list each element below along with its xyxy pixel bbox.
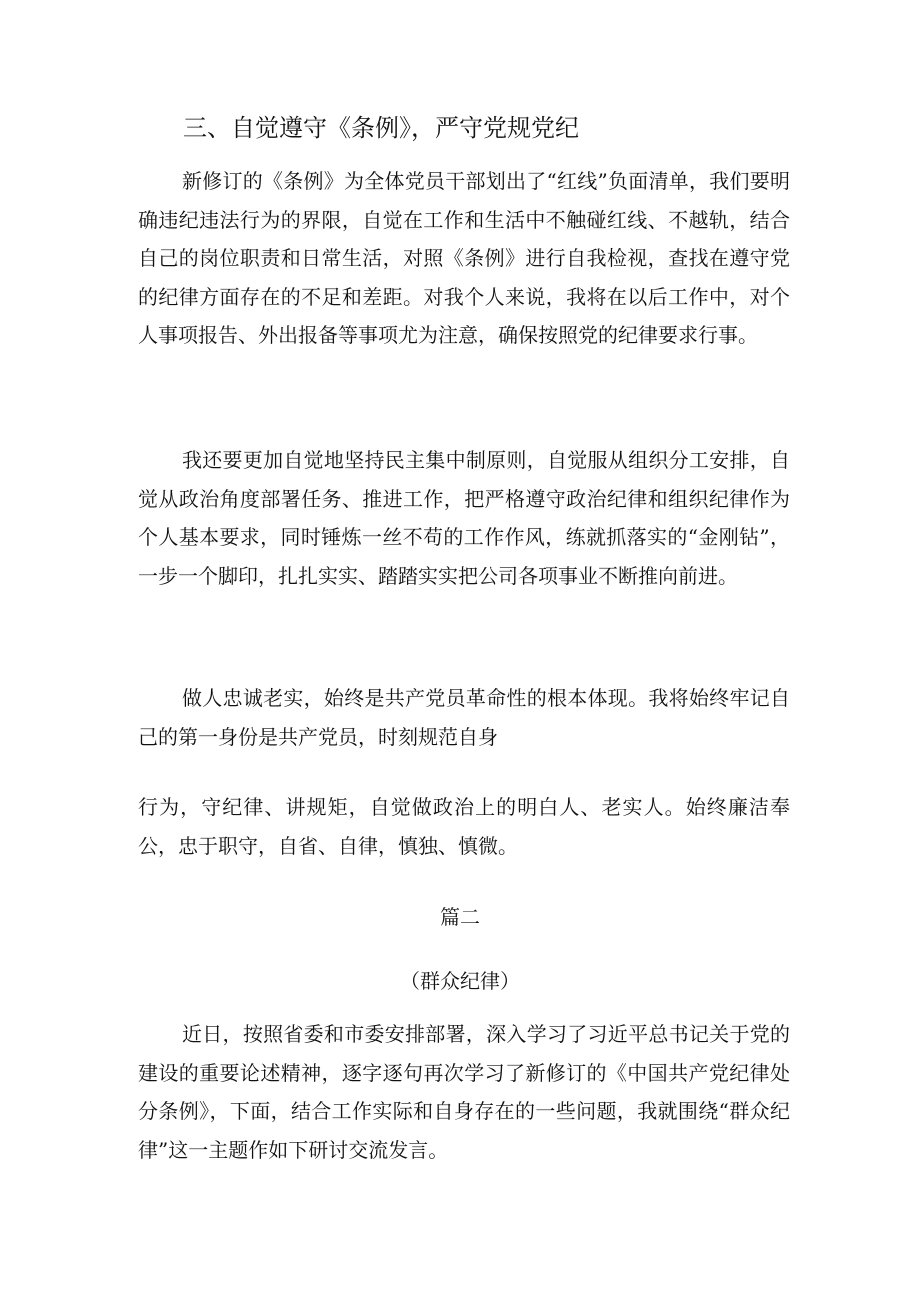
paragraph-2: 我还要更加自觉地坚持民主集中制原则，自觉服从组织分工安排，自觉从政治角度部署任务、推进工作，把严格遵守政治纪律和组织纪律作为个人基本要求，同时锤炼一丝不苟的工作作风，练就抓落实的“金刚钻”，一步一个脚印，扎扎实实、踏踏实实把公司各项事业不断推向前进。	[138, 448, 790, 588]
intro-paragraph: 近日，按照省委和市委安排部署，深入学习了习近平总书记关于党的建设的重要论述精神，逐字逐句再次学习了新修订的《中国共产党纪律处分条例》，下面，结合工作实际和自身存在的一些问题，我就围绕“群众纪律”这一主题作如下研讨交流发言。	[138, 1022, 790, 1162]
paragraph-1: 新修订的《条例》为全体党员干部划出了“红线”负面清单，我们要明确违纪违法行为的界限，自觉在工作和生活中不触碰红线、不越轨，结合自己的岗位职责和日常生活，对照《条例》进行自我检视，查找在遵守党的纪律方面存在的不足和差距。对我个人来说，我将在以后工作中，对个人事项报告、外出报备等事项尤为注意，确保按照党的纪律要求行事。	[138, 169, 790, 348]
part-title: 篇二	[440, 905, 480, 929]
paragraph-4: 行为，守纪律、讲规矩，自觉做政治上的明白人、老实人。始终廉洁奉公，忠于职守，自省、自律，慎独、慎微。	[138, 795, 790, 858]
paragraph-3: 做人忠诚老实，始终是共产党员革命性的根本体现。我将始终牢记自己的第一身份是共产党员，时刻规范自身	[138, 686, 790, 749]
part-subtitle: （群众纪律）	[400, 969, 520, 993]
section-heading: 三、自觉遵守《条例》，严守党规党纪	[183, 114, 579, 142]
